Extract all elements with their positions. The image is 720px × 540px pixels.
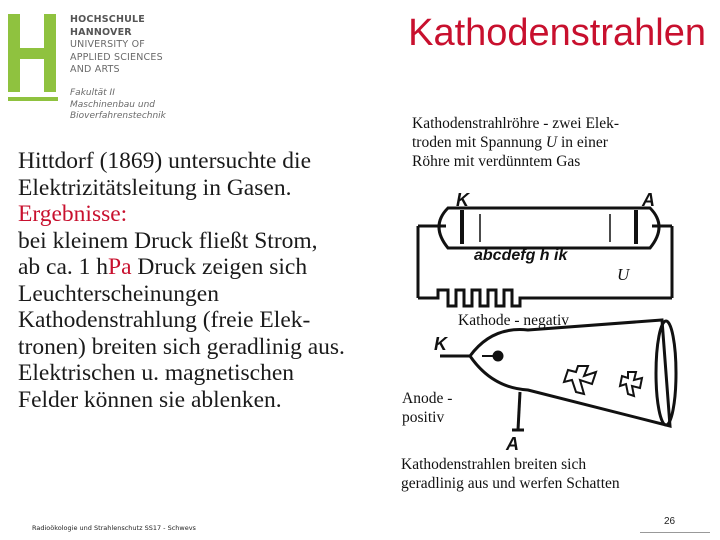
footer-text: Radioökologie und Strahlenschutz SS17 - Schwevs [32,524,196,532]
faculty-line: Fakultät II [70,88,115,98]
shadow-line: geradlinig aus und werfen Schatten [401,475,620,492]
anode-line: positiv [402,409,445,426]
shadow-line: Kathodenstrahlen breiten sich [401,456,587,473]
uni-line: UNIVERSITY OF [70,39,145,50]
body-line: bei kleinem Druck fließt Strom, [18,227,318,254]
body-line: Kathodenstrahlung (freie Elek- [18,307,311,333]
slide-title: Kathodenstrahlen [408,12,706,54]
body-line: Elektrischen u. magnetischen [18,360,295,386]
anode-caption [402,389,452,427]
uni-line: APPLIED SCIENCES [70,51,163,63]
uni-line: HOCHSCHULE [70,14,145,25]
cathode-caption: Kathode - negativ [458,312,570,329]
tube-desc-line: Röhre mit verdünntem Gas [412,153,581,170]
uni-line: HANNOVER [70,26,132,38]
anode-line: Anode - [402,390,453,407]
faculty-line: Bioverfahrenstechnik [70,111,166,121]
tube-region-letters: abcdefg h ik [474,247,568,264]
maltese-cross-tube-drawing [440,320,676,430]
body-line: Hittdorf (1869) untersuchte die [18,148,312,174]
uni-line: AND ARTS [70,64,120,75]
main-text [18,148,345,413]
university-logo-h [8,14,58,92]
label-k-bottom: K [434,334,447,354]
tube-desc-line: Kathodenstrahlröhre - zwei Elek- [412,115,620,132]
body-line: Elektrizitätsleitung in Gasen. [18,174,292,201]
tube-desc-line: troden mit Spannung U in einer [412,134,608,151]
faculty-line: Maschinenbau und [70,99,155,110]
body-line: ab ca. 1 hPa Druck zeigen sich [18,254,308,280]
voltage-label: U [617,265,630,284]
faculty-name [70,88,166,123]
tube-description [412,114,619,171]
body-line: Felder können sie ablenken. [18,386,282,413]
label-a-top: A [642,190,655,210]
body-line: Ergebnisse: [18,201,128,227]
label-a-bottom: A [506,434,519,454]
page-number: 26 [664,516,676,527]
body-line: Leuchterscheinungen [18,280,219,307]
page-number-rule [640,532,710,533]
logo-underline [8,97,58,101]
university-name [70,14,163,77]
shadow-caption [401,455,620,493]
body-line: tronen) breiten sich geradlinig aus. [18,333,345,360]
label-k-top: K [456,190,469,210]
